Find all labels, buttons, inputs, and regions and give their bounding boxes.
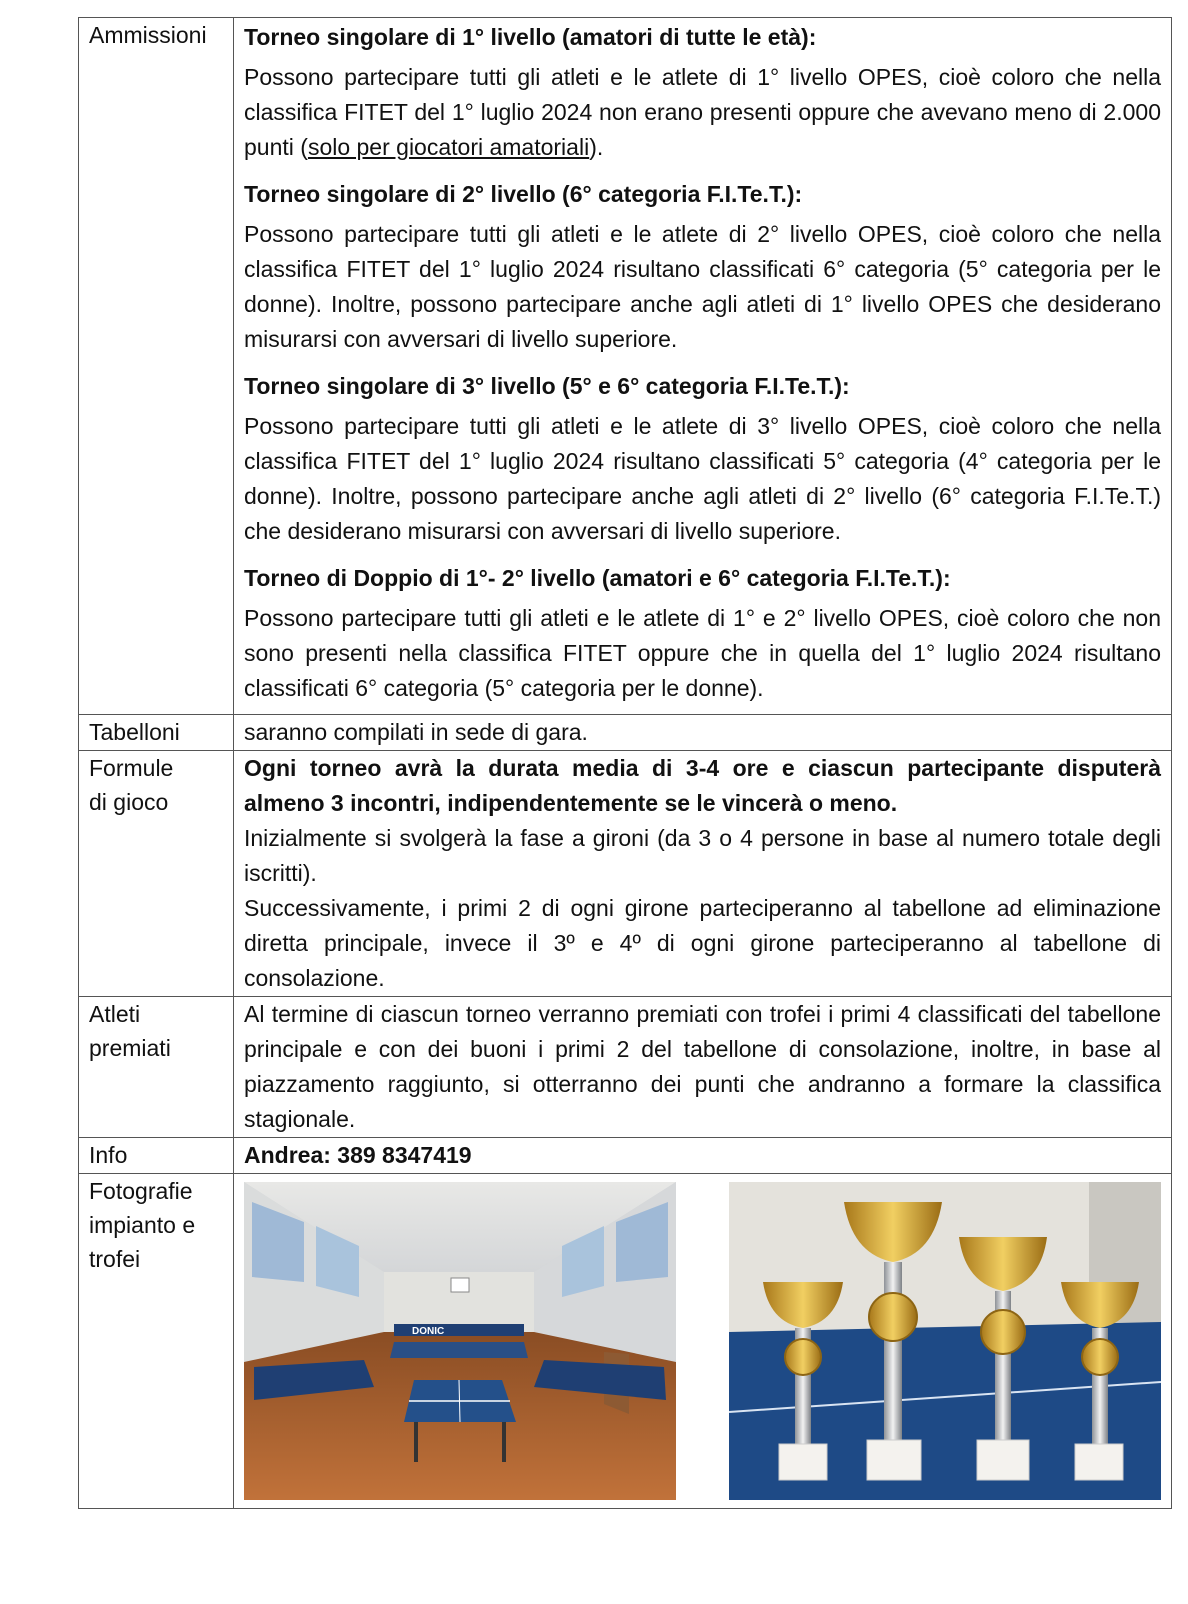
- section-heading-4: Torneo di Doppio di 1°- 2° livello (amatori e 6° categoria F.I.Te.T.):: [244, 565, 951, 591]
- row-ammissioni: [79, 18, 1172, 715]
- label-fotografie: Fotografie impianto e trofei: [79, 1174, 234, 1509]
- section-text-3: Possono partecipare tutti gli atleti e le atlete di 3° livello OPES, cioè coloro che nella classifica FITET del 1° luglio 2024 risultano classificati 5° categoria (4° categoria per le donne). Inoltre, possono partecipare anche agli atleti di 2° livello (6° categoria F.I.Te.T.) che desiderano misurarsi con avversari di livello superiore.: [244, 413, 1161, 544]
- section-text-4: Possono partecipare tutti gli atleti e le atlete di 1° e 2° livello OPES, cioè coloro che non sono presenti nella classifica FITET oppure che in quella del 1° luglio 2024 risultano classificati 6° categoria (5° categoria per le donne).: [244, 605, 1161, 701]
- photo-gallery: [244, 1174, 1161, 1508]
- row-premiati: [79, 997, 1172, 1138]
- formule-text-2: Successivamente, i primi 2 di ogni girone parteciperanno al tabellone ad eliminazione diretta principale, invece il 3º e 4º di ogni girone parteciperanno al tabellone di consolazione.: [244, 895, 1161, 991]
- label-info: Info: [79, 1138, 234, 1174]
- row-tabelloni: [79, 715, 1172, 751]
- tournament-info-table: [78, 17, 1172, 1509]
- trophies-photo: [729, 1182, 1161, 1500]
- section-heading-3: Torneo singolare di 3° livello (5° e 6° categoria F.I.Te.T.):: [244, 373, 850, 399]
- row-info: [79, 1138, 1172, 1174]
- info-contact: Andrea: 389 8347419: [234, 1138, 1172, 1174]
- label-formule: Formule di gioco: [79, 751, 234, 997]
- row-formule: [79, 751, 1172, 997]
- gym-photo: [244, 1182, 676, 1500]
- label-premiati: Atleti premiati: [79, 997, 234, 1138]
- content-premiati: Al termine di ciascun torneo verranno premiati con trofei i primi 4 classificati del tabellone principale e con dei buoni i primi 2 del tabellone di consolazione, inoltre, in base al piazzamento raggiunto, si otterranno dei punti che andranno a formare la classifica stagionale.: [234, 997, 1172, 1138]
- section-heading-1: Torneo singolare di 1° livello (amatori di tutte le età):: [244, 24, 817, 50]
- content-formule: [234, 751, 1172, 997]
- amateur-note: solo per giocatori amatoriali: [307, 134, 590, 160]
- formule-text-1: Inizialmente si svolgerà la fase a gironi (da 3 o 4 persone in base al numero totale degli iscritti).: [244, 825, 1161, 886]
- section-text-2: Possono partecipare tutti gli atleti e le atlete di 2° livello OPES, cioè coloro che nella classifica FITET del 1° luglio 2024 risultano classificati 6° categoria (5° categoria per le donne). Inoltre, possono partecipare anche agli atleti di 1° livello OPES che desiderano misurarsi con avversari di livello superiore.: [244, 221, 1161, 352]
- label-ammissioni: Ammissioni: [79, 18, 234, 715]
- gym-brand-banner: DONIC: [412, 1326, 445, 1337]
- label-tabelloni: Tabelloni: [79, 715, 234, 751]
- section-text-1: Possono partecipare tutti gli atleti e le atlete di 1° livello OPES, cioè coloro che nella classifica FITET del 1° luglio 2024 non erano presenti oppure che avevano meno di 2.000 punti (solo per giocatori amatoriali).: [244, 64, 1161, 160]
- section-heading-2: Torneo singolare di 2° livello (6° categoria F.I.Te.T.):: [244, 181, 803, 207]
- formule-bold-text: Ogni torneo avrà la durata media di 3-4 ore e ciascun partecipante disputerà almeno 3 incontri, indipendentemente se le vincerà o meno.: [244, 755, 1161, 816]
- content-fotografie: [234, 1174, 1172, 1509]
- row-fotografie: [79, 1174, 1172, 1509]
- content-ammissioni: [234, 18, 1172, 715]
- content-tabelloni: saranno compilati in sede di gara.: [234, 715, 1172, 751]
